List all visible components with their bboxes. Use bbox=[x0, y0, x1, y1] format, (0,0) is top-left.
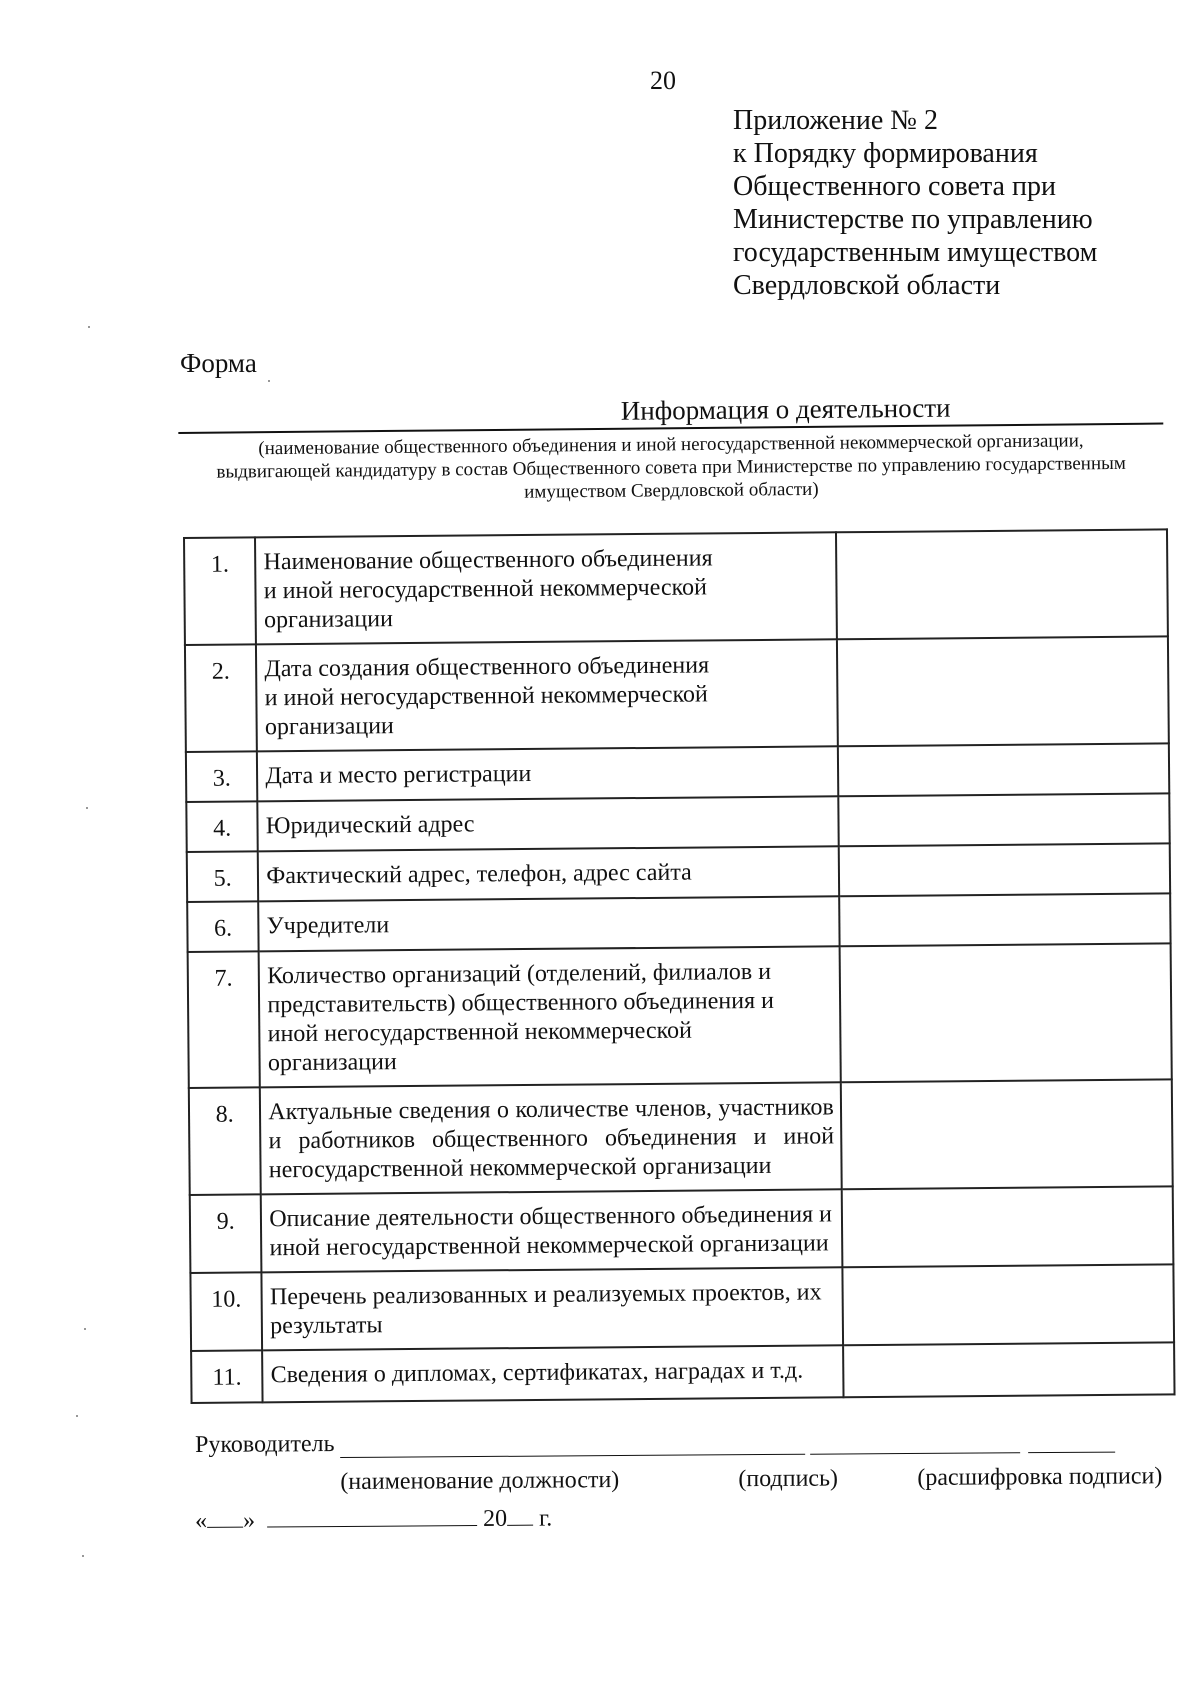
row-label-line: Наименование общественного объединения bbox=[263, 545, 713, 576]
info-table-wrapper bbox=[183, 528, 1176, 1404]
row-number: 6. bbox=[187, 901, 259, 952]
row-label bbox=[258, 846, 839, 901]
row-label-line: Сведения о дипломах, сертификатах, наградах и т.д. bbox=[270, 1357, 804, 1389]
day-blank[interactable] bbox=[207, 1509, 243, 1528]
position-caption: (наименование должности) bbox=[340, 1467, 620, 1495]
info-table bbox=[183, 528, 1176, 1404]
table-row bbox=[187, 843, 1170, 902]
row-label-line: Фактический адрес, телефон, адрес сайта bbox=[266, 859, 692, 890]
row-value-cell[interactable] bbox=[838, 793, 1170, 846]
heading-note bbox=[178, 429, 1164, 507]
table-row bbox=[185, 636, 1169, 752]
row-label-line: организации bbox=[264, 713, 394, 741]
row-label bbox=[259, 896, 840, 951]
signature-caption: (подпись) bbox=[738, 1465, 839, 1493]
row-label-line: организации bbox=[263, 606, 394, 634]
row-value-cell[interactable] bbox=[838, 843, 1170, 896]
row-value-cell[interactable] bbox=[842, 1264, 1174, 1345]
table-row bbox=[191, 1342, 1174, 1403]
heading-note-line: (наименование общественного объединения и иной негосударственной некоммерческой организации, bbox=[258, 430, 1084, 460]
date-close-quote: » bbox=[242, 1507, 256, 1534]
row-label bbox=[256, 639, 837, 751]
row-number: 2. bbox=[185, 644, 257, 752]
month-blank[interactable] bbox=[267, 1507, 477, 1527]
position-line[interactable] bbox=[340, 1454, 805, 1458]
scan-speck bbox=[82, 1555, 84, 1557]
appendix-line: Министерстве по управлению bbox=[733, 204, 1093, 235]
row-number: 7. bbox=[188, 951, 261, 1088]
row-value-cell[interactable] bbox=[843, 1342, 1175, 1397]
appendix-line: Свердловской области bbox=[733, 270, 1001, 301]
scan-speck bbox=[86, 807, 88, 809]
row-label-line: и иной негосударственной некоммерческой bbox=[264, 681, 708, 712]
row-label bbox=[255, 532, 836, 644]
row-label bbox=[258, 796, 839, 851]
appendix-line: к Порядку формирования bbox=[733, 138, 1038, 169]
row-number: 11. bbox=[191, 1350, 263, 1403]
row-label bbox=[257, 746, 838, 801]
row-number: 10. bbox=[190, 1272, 262, 1351]
date-line bbox=[195, 1506, 552, 1535]
year-prefix: 20 bbox=[482, 1505, 508, 1532]
year-suffix: г. bbox=[538, 1505, 553, 1532]
table-row bbox=[184, 529, 1168, 645]
signature-decoding-line[interactable] bbox=[1028, 1452, 1115, 1454]
row-label-line: Юридический адрес bbox=[265, 811, 475, 840]
row-label bbox=[259, 946, 841, 1087]
row-label-line: и иной негосударственной некоммерческой bbox=[263, 574, 707, 605]
signature-block bbox=[195, 1425, 1195, 1500]
row-label-line: иной негосударственной некоммерческой организации bbox=[269, 1230, 829, 1262]
document-heading: Информация о деятельности bbox=[620, 392, 951, 426]
heading-note-line: имуществом Свердловской области) bbox=[524, 478, 819, 503]
table-row bbox=[190, 1186, 1174, 1273]
table-row bbox=[187, 893, 1170, 952]
heading-block bbox=[178, 389, 1164, 507]
date-open-quote: « bbox=[195, 1507, 208, 1534]
appendix-note bbox=[733, 104, 1097, 302]
row-value-cell[interactable] bbox=[841, 1186, 1173, 1267]
table-row bbox=[190, 1264, 1174, 1351]
page-number: 20 bbox=[650, 66, 676, 95]
row-label-line: Дата создания общественного объединения bbox=[264, 652, 710, 683]
year-blank[interactable] bbox=[507, 1507, 533, 1526]
row-number: 8. bbox=[189, 1087, 261, 1195]
row-value-cell[interactable] bbox=[837, 636, 1169, 746]
row-label bbox=[261, 1189, 842, 1272]
signature-title: Руководитель bbox=[195, 1431, 335, 1458]
row-label-line: иной негосударственной некоммерческой bbox=[267, 1017, 693, 1048]
row-number: 4. bbox=[186, 801, 258, 852]
row-label-line: представительств) общественного объединения и bbox=[267, 987, 775, 1019]
table-row bbox=[188, 943, 1172, 1088]
heading-note-line: выдвигающей кандидатуру в состав Общественного совета при Министерстве по управлению государственным bbox=[216, 452, 1126, 483]
row-label bbox=[262, 1345, 843, 1402]
row-label-line: Учредители bbox=[266, 912, 390, 940]
row-number: 1. bbox=[184, 537, 256, 645]
row-label-line: результаты bbox=[270, 1312, 383, 1340]
row-number: 9. bbox=[190, 1194, 262, 1273]
signature-decoding-caption: (расшифровка подписи) bbox=[917, 1463, 1163, 1491]
appendix-line: государственным имуществом bbox=[733, 237, 1098, 268]
table-row bbox=[189, 1079, 1173, 1195]
table-row bbox=[186, 793, 1169, 852]
scan-speck bbox=[88, 326, 90, 328]
row-label: Актуальные сведения о количестве членов, участников и работников общественного объединения и иной негосударственной некоммерческой организации bbox=[260, 1082, 841, 1194]
row-value-cell[interactable] bbox=[836, 529, 1168, 639]
scan-speck bbox=[76, 1415, 78, 1417]
row-label-line: Дата и место регистрации bbox=[265, 760, 532, 790]
scan-speck bbox=[268, 380, 270, 382]
row-value-cell[interactable] bbox=[839, 943, 1171, 1082]
row-value-cell[interactable] bbox=[838, 743, 1170, 796]
signature-captions bbox=[195, 1459, 1195, 1500]
row-value-cell[interactable] bbox=[841, 1079, 1173, 1189]
appendix-line: Приложение № 2 bbox=[733, 105, 938, 136]
row-value-cell[interactable] bbox=[839, 893, 1171, 946]
row-label-line: Перечень реализованных и реализуемых проектов, их bbox=[269, 1279, 822, 1311]
row-number: 3. bbox=[186, 751, 258, 802]
row-label-line: организации bbox=[267, 1049, 397, 1077]
row-number: 5. bbox=[187, 851, 259, 902]
row-label-line: Описание деятельности общественного объединения и bbox=[269, 1201, 833, 1233]
row-label-line: Количество организаций (отделений, филиалов и bbox=[267, 958, 772, 990]
scan-speck bbox=[84, 1328, 86, 1330]
table-row bbox=[186, 743, 1169, 802]
signature-line[interactable] bbox=[810, 1452, 1020, 1454]
row-label bbox=[262, 1267, 843, 1350]
form-label: Форма bbox=[180, 348, 257, 378]
appendix-line: Общественного совета при bbox=[733, 171, 1056, 202]
